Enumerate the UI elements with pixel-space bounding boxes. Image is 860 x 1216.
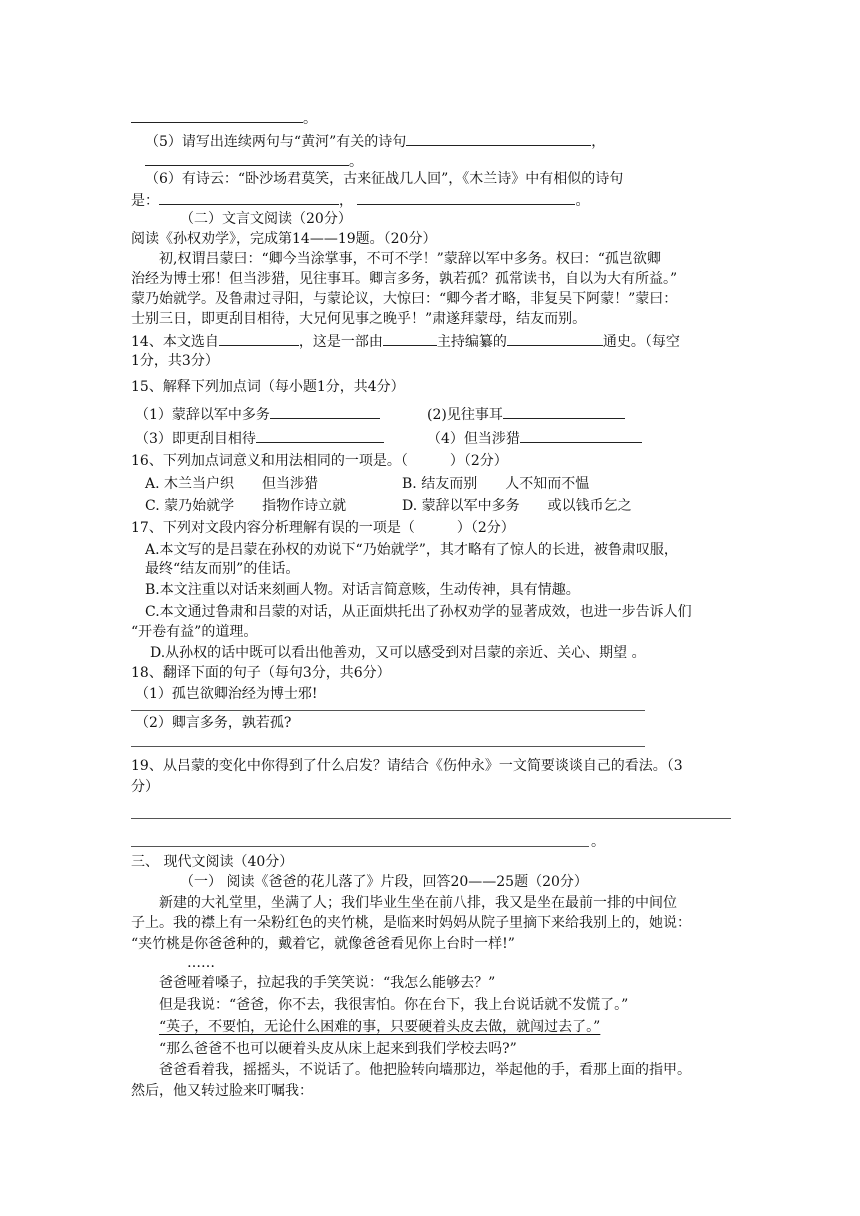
question-18-item-1: （1）孤岂欲卿治经为博士邪!: [135, 686, 318, 702]
passage-line: 新建的大礼堂里，坐满了人；我们毕业生坐在前八排，我又是坐在最前一排的中间位: [159, 895, 677, 911]
question-14-cont: 1分，共3分）: [131, 353, 219, 369]
question-16: 16、下列加点词意义和用法相同的一项是。（ ）（2分）: [131, 453, 508, 469]
answer-blank[interactable]: [383, 331, 437, 346]
question-5-cont: 。: [145, 151, 363, 171]
option-a[interactable]: A. 木兰当户织 但当涉猎: [145, 476, 319, 492]
answer-blank[interactable]: [503, 404, 625, 419]
subsection-heading: （一） 阅读《爸爸的花儿落了》片段，回答20——25题（20分）: [180, 874, 588, 890]
option-a-cont: 最终“结友而别”的佳话。: [145, 561, 300, 577]
answer-line[interactable]: [131, 818, 731, 819]
underlined-sentence: “英子，不要怕，无论什么困难的事，只要硬着头皮去做，就闯过去了。”: [159, 1019, 601, 1035]
question-15: 15、解释下列加点词（每小题1分，共4分）: [131, 379, 405, 395]
answer-blank[interactable]: [520, 428, 642, 443]
passage-line: 爸爸哑着嗓子，拉起我的手笑笑说：“我怎么能够去？”: [159, 975, 496, 991]
question-17: 17、下列对文段内容分析理解有误的一项是（ ）（2分）: [131, 520, 515, 536]
answer-blank[interactable]: [145, 151, 349, 166]
question-19: 19、从吕蒙的变化中你得到了什么启发？请结合《伤仲永》一文简要谈谈自己的看法。（3: [131, 758, 683, 774]
question-5: （5）请写出连续两句与“黄河”有关的诗句 ，: [145, 131, 605, 151]
question-6-cont: 是： ， 。: [131, 190, 589, 210]
passage-line: 士别三日，即更刮目相待，大兄何见事之晚乎！”肃遂拜蒙母，结友而别。: [131, 311, 587, 327]
answer-blank[interactable]: [507, 331, 603, 346]
question-19-cont: 分）: [131, 779, 159, 795]
passage-line: 但是我说：“爸爸，你不去，我很害怕。你在台下，我上台说话就不发慌了。”: [159, 997, 629, 1013]
option-d[interactable]: D.从孙权的话中既可以看出他善劝，又可以感受到对吕蒙的亲近、关心、期望 。: [150, 645, 646, 661]
passage-line: 治经为博士邪！但当涉猎，见往事耳。卿言多务，孰若孤？孤常读书，自以为大有所益。”: [131, 271, 678, 287]
option-c-cont: “开卷有益”的道理。: [131, 624, 258, 640]
answer-blank[interactable]: [406, 131, 591, 146]
passage-line: 子上。我的襟上有一朵粉红色的夹竹桃，是临来时妈妈从院子里摘下来给我别上的，她说：: [131, 915, 691, 931]
option-d[interactable]: D. 蒙辞以军中多务 或以钱币乞之: [402, 498, 632, 514]
question-18: 18、翻译下面的句子（每句3分，共6分）: [131, 665, 391, 681]
answer-blank[interactable]: [131, 108, 303, 123]
passage-line: 蒙乃始就学。及鲁肃过寻阳，与蒙论议，大惊曰：“卿今者才略，非复吴下阿蒙！”蒙曰：: [131, 291, 678, 307]
passage-line: 爸爸看着我，摇摇头，不说话了。他把脸转向墙那边，举起他的手，看那上面的指甲。: [159, 1062, 691, 1078]
option-c[interactable]: C. 蒙乃始就学 指物作诗立就: [145, 498, 347, 514]
answer-line[interactable]: [131, 846, 589, 847]
passage-line: “夹竹桃是你爸爸种的，戴着它，就像爸爸看见你上台时一样!”: [131, 936, 515, 952]
question-18-item-2: （2）卿言多务，孰若孤?: [135, 715, 292, 731]
answer-blank[interactable]: [270, 404, 380, 419]
passage-line: 然后，他又转过脸来叮嘱我：: [131, 1083, 313, 1099]
answer-line[interactable]: [131, 710, 645, 711]
ellipsis: ……: [187, 955, 215, 971]
question-15-item-3: （3）即更刮目相待: [135, 428, 384, 448]
answer-line[interactable]: [131, 746, 645, 747]
answer-blank[interactable]: [159, 190, 339, 205]
instruction: 阅读《孙权劝学》，完成第14——19题。（20分）: [131, 231, 437, 247]
line-1: 。: [131, 108, 317, 128]
passage-line: 初,权谓吕蒙曰：“卿今当涂掌事，不可不学！”蒙辞以军中多务。权曰：“孤岂欲卿: [159, 251, 661, 267]
option-a[interactable]: A.本文写的是吕蒙在孙权的劝说下“乃始就学”，其才略有了惊人的长进，被鲁肃叹服，: [145, 542, 678, 558]
answer-end: 。: [591, 834, 605, 850]
option-b[interactable]: B. 结友而别 人不知而不愠: [402, 476, 590, 492]
answer-blank[interactable]: [256, 428, 384, 443]
section-heading: （二）文言文阅读（20分）: [180, 211, 352, 227]
question-6: （6）有诗云：“卧沙场君莫笑，古来征战几人回”，《木兰诗》中有相似的诗句: [145, 171, 624, 187]
option-c[interactable]: C.本文通过鲁肃和吕蒙的对话，从正面烘托出了孙权劝学的显著成效，也进一步告诉人们: [145, 604, 692, 620]
question-14: 14、本文选自 ，这是一部由 主持编纂的 通史。（每空: [131, 331, 680, 351]
section-heading: 三、 现代文阅读（40分）: [131, 854, 294, 870]
question-15-item-2: (2)见往事耳: [427, 404, 625, 424]
question-15-item-1: （1）蒙辞以军中多务: [135, 404, 380, 424]
option-b[interactable]: B.本文注重以对话来刻画人物。对话言简意赅，生动传神，具有情趣。: [145, 582, 580, 598]
answer-blank[interactable]: [357, 190, 575, 205]
answer-blank[interactable]: [219, 331, 299, 346]
passage-line: “那么爸爸不也可以硬着头皮从床上起来到我们学校去吗?”: [159, 1041, 517, 1057]
question-15-item-4: （4）但当涉猎: [427, 428, 642, 448]
